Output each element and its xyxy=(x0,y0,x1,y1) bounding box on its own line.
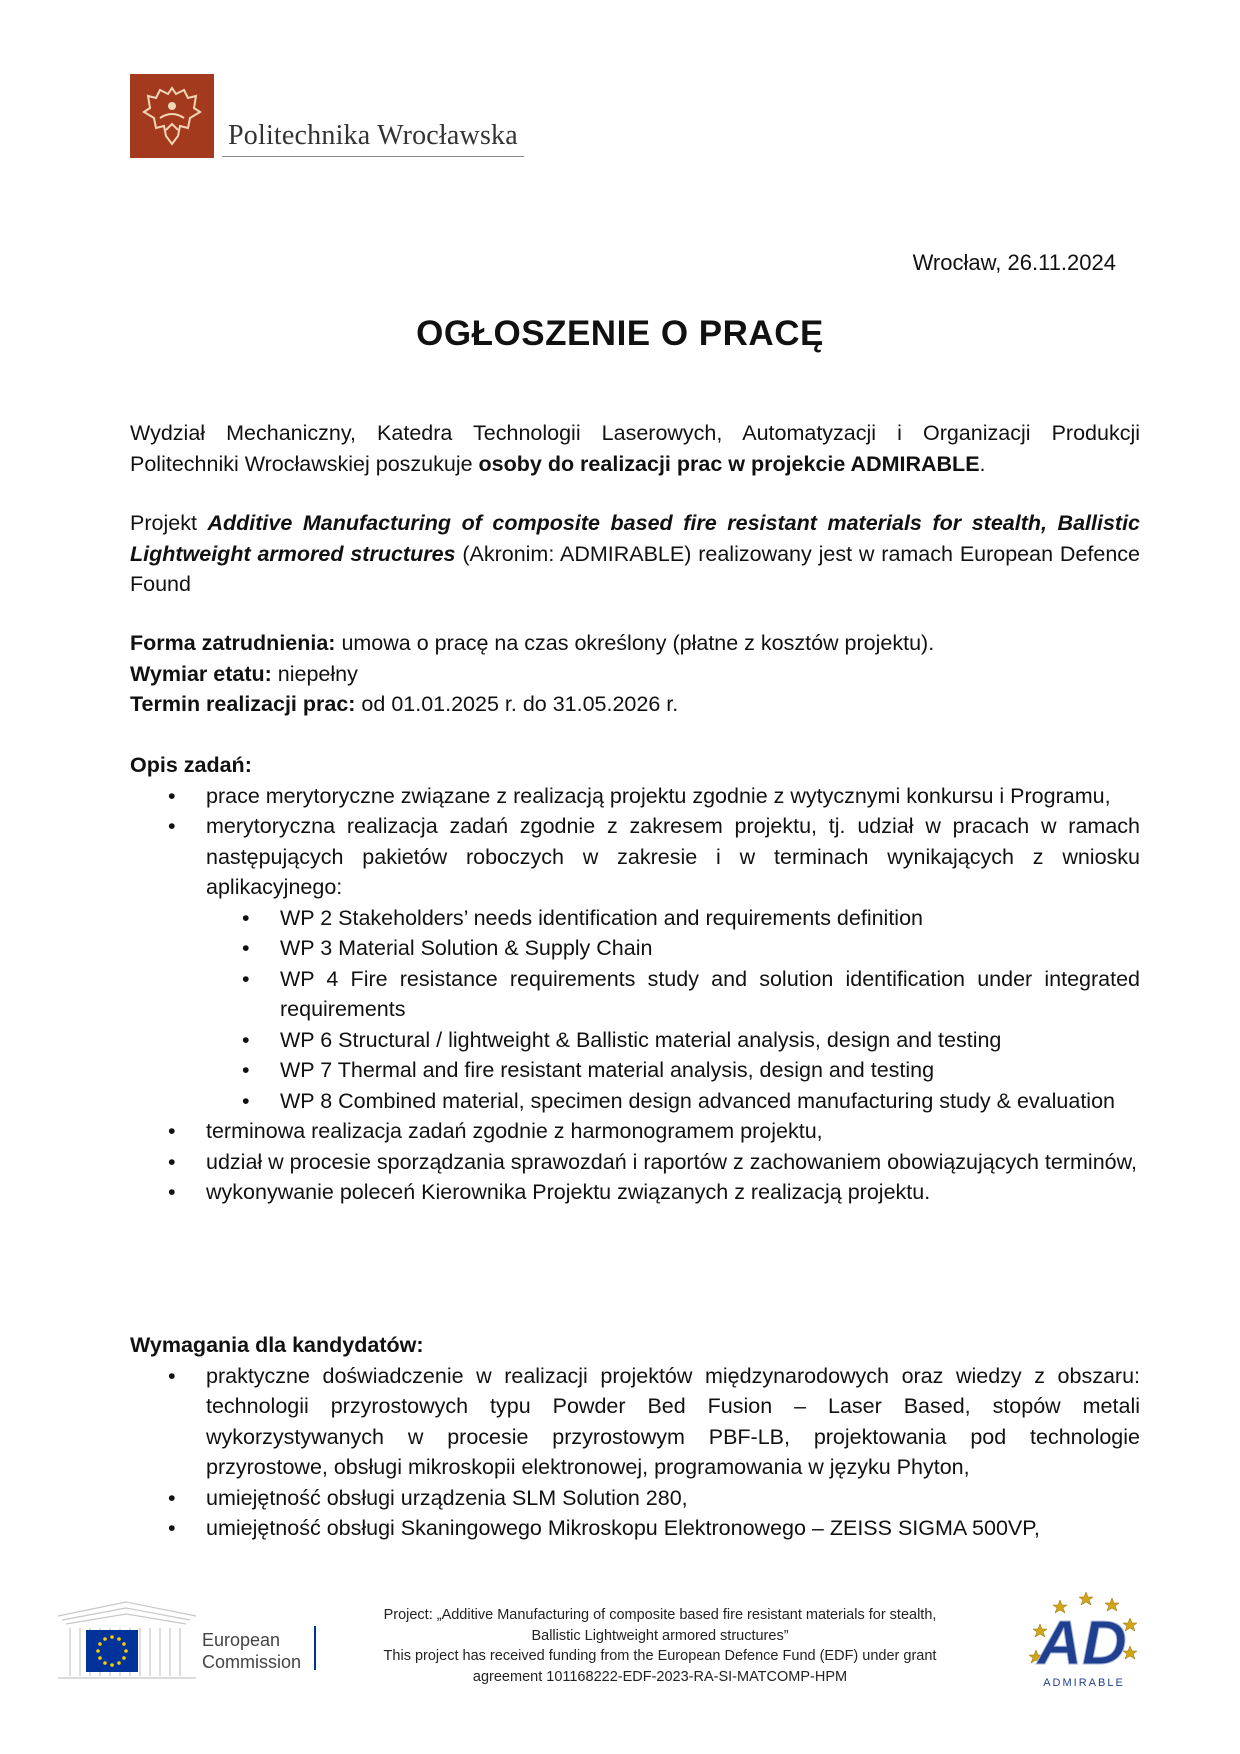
footer-funding-note xyxy=(340,1605,980,1687)
employment-term-label: Termin realizacji prac: xyxy=(130,692,356,716)
task-item-text: merytoryczna realizacja zadań zgodnie z zakresem projektu, tj. udział w pracach w ramach następujących pakietów roboczych w zakresie i w terminach wynikających z wniosku aplikacyjnego: xyxy=(206,814,1140,899)
requirements-heading: Wymagania dla kandydatów: xyxy=(130,1333,424,1357)
employment-size-label: Wymiar etatu: xyxy=(130,661,272,686)
employment-form xyxy=(130,628,1140,659)
university-logo-emblem xyxy=(130,74,214,158)
bullet-icon: • xyxy=(242,1058,250,1082)
bullet-icon: • xyxy=(168,814,176,838)
list-item xyxy=(130,781,1140,812)
footer-line: Ballistic Lightweight armored structures” xyxy=(531,1627,789,1644)
task-item-text: terminowa realizacja zadań zgodnie z harmonogramem projektu, xyxy=(206,1119,823,1143)
project-prefix: Projekt xyxy=(130,511,208,535)
tasks-heading: Opis zadań: xyxy=(130,753,252,777)
bullet-icon: • xyxy=(242,1027,250,1052)
task-item-text: prace merytoryczne związane z realizacją projektu zgodnie z wytycznymi konkursu i Programu, xyxy=(206,783,1111,808)
employment-term xyxy=(130,689,1140,720)
wp-item xyxy=(130,1055,1140,1086)
bullet-icon: • xyxy=(242,936,250,960)
intro-period: . xyxy=(979,451,986,476)
wp-item xyxy=(130,1025,1140,1056)
admirable-logo-text: ADMIRABLE xyxy=(1043,1677,1125,1689)
footer-line: agreement 101168222-EDF-2023-RA-SI-MATCOMP-HPM xyxy=(472,1668,848,1685)
requirement-item-text: umiejętność obsługi Skaningowego Mikroskopu Elektronowego – ZEISS SIGMA 500VP, xyxy=(206,1516,1040,1540)
intro-paragraph xyxy=(130,418,1140,479)
document-date: Wrocław, 26.11.2024 xyxy=(912,250,1116,275)
ec-line-1: European xyxy=(202,1630,281,1650)
wp-item-text: WP 4 Fire resistance requirements study and solution identification under integrated requirements xyxy=(280,966,1140,1021)
admirable-logo-letters: AD xyxy=(1037,1609,1127,1678)
bullet-icon: • xyxy=(168,1363,176,1388)
wp-item xyxy=(130,903,1140,934)
bullet-icon: • xyxy=(242,966,250,991)
task-item-text: udział w procesie sporządzania sprawozdań i raportów z zachowaniem obowiązujących terminów, xyxy=(206,1149,1137,1174)
bullet-icon: • xyxy=(168,1516,176,1540)
wp-item-text: WP 8 Combined material, specimen design advanced manufacturing study & evaluation xyxy=(280,1088,1115,1113)
requirements-section xyxy=(130,1330,1140,1544)
employment-details xyxy=(130,628,1140,720)
intro-bold-text: osoby do realizacji prac w projekcie ADMIRABLE xyxy=(478,451,980,476)
bullet-icon: • xyxy=(168,1485,176,1510)
logo-divider xyxy=(222,156,524,157)
employment-size xyxy=(130,659,1140,690)
employment-form-value: umowa o pracę na czas określony (płatne z kosztów projektu). xyxy=(335,631,935,655)
list-item xyxy=(130,1483,1140,1514)
footer-line: This project has received funding from the European Defence Fund (EDF) under grant xyxy=(383,1648,937,1664)
wp-item-text: WP 6 Structural / lightweight & Ballistic material analysis, design and testing xyxy=(280,1027,1002,1052)
eagle-icon xyxy=(130,74,214,158)
ec-line-2: Commission xyxy=(202,1652,302,1672)
requirement-item-text: umiejętność obsługi urządzenia SLM Solution 280, xyxy=(206,1485,688,1510)
list-item xyxy=(130,811,1140,903)
intro-line-1: Wydział Mechaniczny, Katedra Technologii Laserowych, Automatyzacji i Organizacji Produkcji xyxy=(130,421,1140,445)
project-suffix: (Akronim: ADMIRABLE) realizowany jest w ramach European Defence Found xyxy=(130,541,1140,596)
european-commission-logo xyxy=(56,1598,326,1682)
requirement-item-text: praktyczne doświadczenie w realizacji projektów międzynarodowych oraz wiedzy z obszaru: technologii przyrostowych typu Powder Bed Fusion – Laser Based, stopów metali wykorzystywanych w procesie przyrostowym PBF-LB, projektowania pod technologie przyrostowe, obsługi mikroskopii elektronowej, programowania w języku Phyton, xyxy=(206,1363,1140,1479)
footer-line: Project: „Additive Manufacturing of composite based fire resistant materials for stealth, xyxy=(383,1607,937,1623)
ec-building-icon xyxy=(56,1598,326,1682)
intro-text: Politechniki Wrocławskiej poszukuje xyxy=(130,451,479,476)
list-item xyxy=(130,1513,1140,1544)
wp-item-text: WP 7 Thermal and fire resistant material analysis, design and testing xyxy=(280,1058,935,1082)
wp-item xyxy=(130,1086,1140,1117)
wp-item-text: WP 2 Stakeholders’ needs identification and requirements definition xyxy=(280,905,923,930)
bullet-icon: • xyxy=(242,905,250,930)
wp-item xyxy=(130,964,1140,1025)
employment-form-label: Forma zatrudnienia: xyxy=(130,631,336,655)
list-item xyxy=(130,1361,1140,1483)
list-item xyxy=(130,1116,1140,1147)
bullet-icon: • xyxy=(168,783,176,808)
bullet-icon: • xyxy=(168,1180,176,1204)
admirable-logo xyxy=(1020,1584,1148,1692)
project-name: Additive Manufacturing of composite based fire resistant materials for stealth, Ballistic Lightweight armored structures xyxy=(130,511,1140,566)
employment-term-value: od 01.01.2025 r. do 31.05.2026 r. xyxy=(355,692,679,716)
project-paragraph xyxy=(130,508,1140,600)
wp-item-text: WP 3 Material Solution & Supply Chain xyxy=(280,936,653,960)
bullet-icon: • xyxy=(242,1088,250,1113)
bullet-icon: • xyxy=(168,1119,176,1143)
bullet-icon: • xyxy=(168,1149,176,1174)
list-item xyxy=(130,1177,1140,1208)
list-item xyxy=(130,1147,1140,1178)
employment-size-value: niepełny xyxy=(271,661,358,686)
wp-item xyxy=(130,933,1140,964)
tasks-section xyxy=(130,750,1140,1208)
page-title: OGŁOSZENIE O PRACĘ xyxy=(416,314,824,353)
admirable-emblem-icon xyxy=(1020,1584,1148,1692)
task-item-text: wykonywanie poleceń Kierownika Projektu związanych z realizacją projektu. xyxy=(206,1180,931,1204)
intro-line-2 xyxy=(130,449,1140,480)
university-name: Politechnika Wrocławska xyxy=(228,120,518,151)
